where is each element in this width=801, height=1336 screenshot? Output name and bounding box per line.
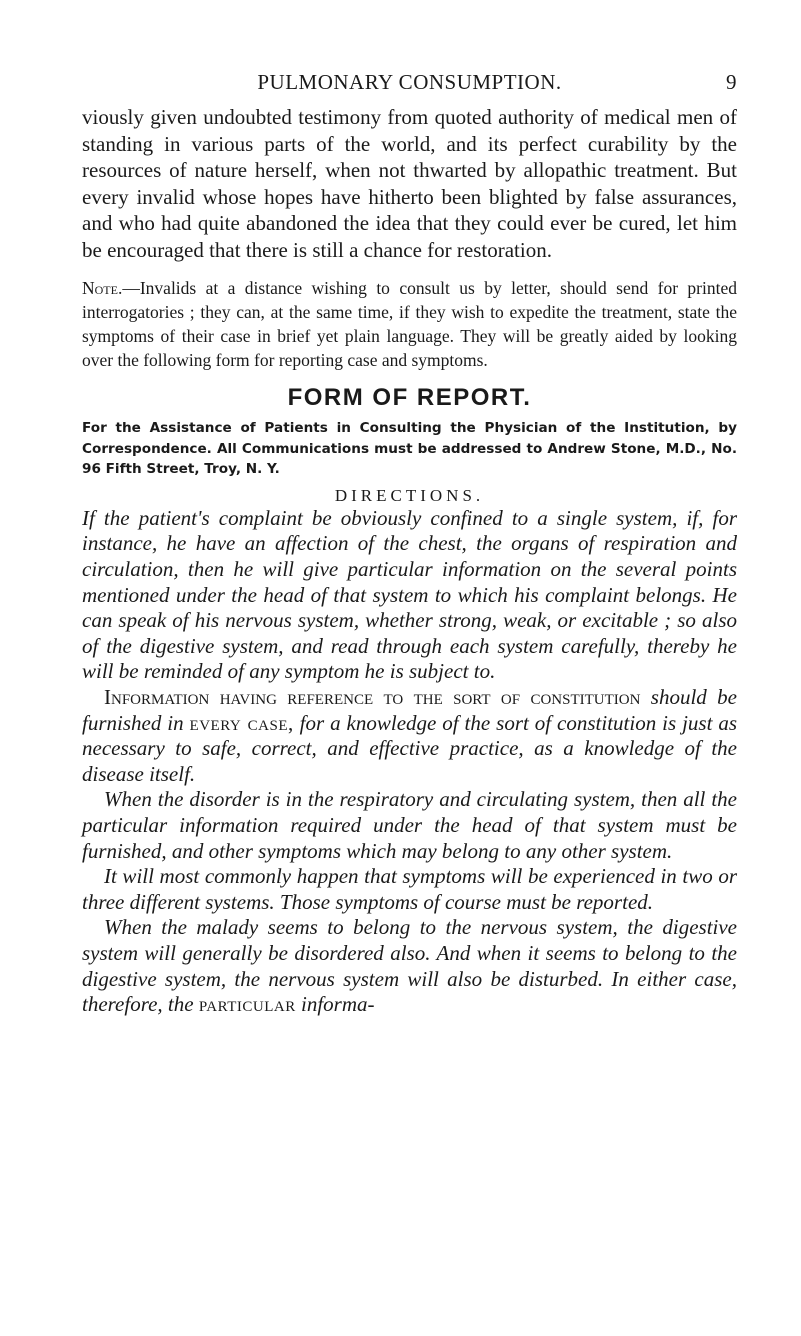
assistance-paragraph: For the Assistance of Patients in Consulting the Physician of the Institution, by Correspondence. All Communications must be addressed to Andrew Stone, M.D., No. 96 Fifth Street, Troy, N. Y.: [82, 420, 737, 478]
particular-emphasis: particular: [198, 992, 296, 1017]
directions-paragraph-1: If the patient's complaint be obviously confined to a single system, if, for instance, he have an affection of the chest, the organs of respiration and circulation, then he will give particular information on the several points mentioned under the head of that system to which his complaint belongs. He can speak of his nervous system, whether strong, weak, or excitable ; so also of the digestive system, and read through each system carefully, thereby he will be reminded of any symptom he is subject to.: [82, 505, 737, 684]
every-case-emphasis: every case,: [189, 710, 294, 735]
directions-paragraph-4: It will most commonly happen that symptoms will be experienced in two or three different systems. Those symptoms of course must be reported.: [82, 864, 737, 914]
directions-paragraph-2: [82, 685, 737, 787]
running-head: [82, 70, 737, 104]
malady-text-a: When the malady seems to belong to the nervous system, the digestive system will generally be disordered also. And when it seems to belong to the digestive system, the nervous system will also be disturbed. In either case, therefore, the: [82, 915, 737, 1017]
directions-paragraph-5: [82, 915, 737, 1017]
constitution-text-a: should be furnished in: [82, 685, 737, 735]
constitution-text-b: for a knowledge of the sort of constitution is just as necessary to safe, correct, and effective practice, as a knowledge of the disease itself.: [82, 710, 738, 786]
directions-heading: DIRECTIONS.: [334, 485, 485, 505]
directions-paragraph-3: When the disorder is in the respiratory and circulating system, then all the particular information required under the head of that system must be furnished, and other symptoms which may belong to any other system.: [82, 787, 737, 863]
note-text: —Invalids at a distance wishing to consult us by letter, should send for printed interrogatories ; they can, at the same time, if they wish to expedite the treatment, state the symptoms of their case in brief yet plain language. They will be greatly aided by looking over the following form for reporting case and symptoms.: [82, 277, 737, 371]
malady-text-b: informa-: [295, 992, 375, 1017]
note-label: Note.: [82, 277, 123, 298]
intro-paragraph: viously given undoubted testimony from quoted authority of medical men of standing in various parts of the world, and its perfect curability by the resources of nature herself, when not thwarted by allopathic treatment. But every invalid whose hopes have hitherto been blighted by false assurances, and who had quite abandoned the idea that they could ever be cured, let him be encouraged that there is still a chance for restoration.: [82, 105, 737, 262]
running-head-title: PULMONARY CONSUMPTION.: [257, 70, 562, 94]
note-paragraph: [82, 276, 737, 373]
form-heading: FORM OF REPORT.: [287, 384, 532, 412]
page-number: 9: [726, 70, 737, 94]
constitution-lead: Information having reference to the sort of constitution: [104, 685, 641, 710]
book-page: [82, 70, 737, 1018]
